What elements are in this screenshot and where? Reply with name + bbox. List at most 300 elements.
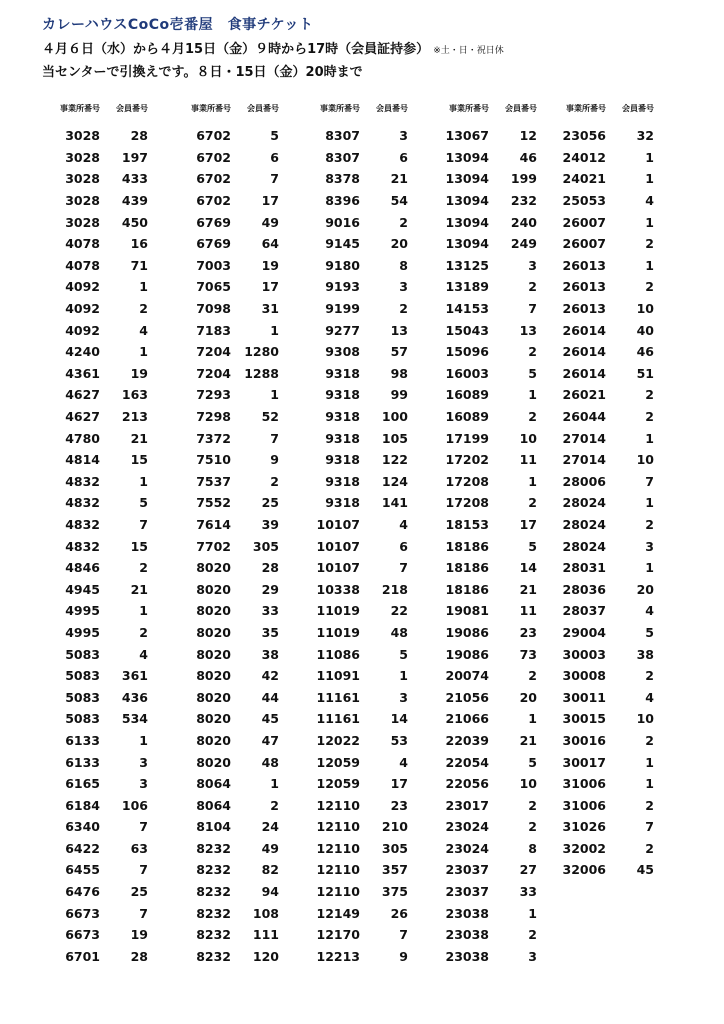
office-number: 32002 (562, 840, 606, 856)
office-number: 9318 (325, 495, 360, 511)
office-number: 16089 (445, 409, 489, 425)
table-row (290, 341, 408, 363)
member-number: 2 (139, 624, 148, 640)
table-row (30, 190, 148, 212)
table-row (536, 557, 654, 579)
table-row (161, 924, 279, 946)
member-number: 2 (270, 797, 279, 813)
office-number: 26013 (562, 279, 606, 295)
member-number: 94 (261, 884, 279, 900)
office-number: 24012 (562, 149, 606, 165)
office-number: 9193 (325, 279, 360, 295)
table-row (30, 255, 148, 277)
table-row (290, 147, 408, 169)
office-number: 6673 (65, 905, 100, 921)
office-number: 6673 (65, 927, 100, 943)
office-number: 9318 (325, 365, 360, 381)
member-number: 1 (270, 322, 279, 338)
member-number: 29 (261, 581, 279, 597)
table-row (419, 255, 537, 277)
table-row (30, 578, 148, 600)
office-number: 4627 (65, 409, 100, 425)
schedule-text: ４月６日（水）から４月15日（金）９時から17時（会員証持参） (42, 42, 430, 57)
table-row (161, 600, 279, 622)
office-number: 6476 (65, 884, 100, 900)
office-number: 8232 (196, 840, 231, 856)
office-number: 28037 (562, 603, 606, 619)
table-row (419, 427, 537, 449)
table-row (290, 168, 408, 190)
table-row (536, 600, 654, 622)
member-number: 19 (130, 927, 148, 943)
table-row (419, 190, 537, 212)
member-number: 17 (261, 279, 279, 295)
member-number: 7 (528, 301, 537, 317)
member-number: 45 (261, 711, 279, 727)
member-number: 23 (390, 797, 408, 813)
office-number: 28006 (562, 473, 606, 489)
table-row (290, 838, 408, 860)
table-row (290, 902, 408, 924)
table-row (290, 708, 408, 730)
office-number: 12110 (316, 862, 360, 878)
member-number: 3 (528, 257, 537, 273)
table-row (290, 622, 408, 644)
table-row (30, 730, 148, 752)
member-number: 49 (261, 840, 279, 856)
member-number: 38 (261, 646, 279, 662)
office-number: 23037 (445, 862, 489, 878)
table-row (290, 730, 408, 752)
schedule-line (42, 38, 504, 57)
table-row (30, 319, 148, 341)
member-number: 63 (130, 840, 148, 856)
table-row (290, 773, 408, 795)
member-number: 5 (139, 495, 148, 511)
office-number: 11019 (316, 624, 360, 640)
table-row (30, 233, 148, 255)
office-number: 4092 (65, 322, 100, 338)
table-row (419, 298, 537, 320)
member-number: 2 (645, 840, 654, 856)
office-number: 4078 (65, 236, 100, 252)
office-number: 8020 (196, 581, 231, 597)
table-row (161, 946, 279, 968)
member-number: 24 (261, 819, 279, 835)
member-number: 141 (381, 495, 408, 511)
office-number: 11161 (316, 711, 360, 727)
member-number: 5 (399, 646, 408, 662)
office-number: 10107 (316, 560, 360, 576)
table-row (161, 255, 279, 277)
table-row (30, 665, 148, 687)
office-number: 18186 (445, 538, 489, 554)
member-number: 21 (390, 171, 408, 187)
office-number: 8020 (196, 668, 231, 684)
office-number: 24021 (562, 171, 606, 187)
member-no-header: 会員番号 (116, 104, 148, 113)
office-number: 27014 (562, 430, 606, 446)
office-number: 30015 (562, 711, 606, 727)
table-row (419, 708, 537, 730)
office-number: 26013 (562, 301, 606, 317)
member-number: 9 (270, 452, 279, 468)
office-number: 23017 (445, 797, 489, 813)
office-number: 4092 (65, 279, 100, 295)
office-number: 18186 (445, 560, 489, 576)
member-number: 20 (390, 236, 408, 252)
member-number: 4 (645, 603, 654, 619)
table-row (161, 427, 279, 449)
table-row (30, 492, 148, 514)
member-number: 1280 (244, 344, 279, 360)
table-row (290, 276, 408, 298)
office-number: 8232 (196, 927, 231, 943)
member-number: 14 (519, 560, 537, 576)
table-row (30, 341, 148, 363)
office-number: 28036 (562, 581, 606, 597)
table-row (290, 578, 408, 600)
table-row (290, 298, 408, 320)
table-row (419, 341, 537, 363)
office-number: 13067 (445, 128, 489, 144)
office-number: 6340 (65, 819, 100, 835)
office-number: 28024 (562, 516, 606, 532)
office-number: 8020 (196, 732, 231, 748)
member-number: 28 (261, 560, 279, 576)
member-number: 51 (636, 365, 654, 381)
office-number: 4995 (65, 603, 100, 619)
member-number: 32 (636, 128, 654, 144)
table-row (30, 535, 148, 557)
office-number: 29004 (562, 624, 606, 640)
office-number: 7065 (196, 279, 231, 295)
table-row (536, 816, 654, 838)
member-number: 5 (645, 624, 654, 640)
member-number: 19 (130, 365, 148, 381)
table-row (30, 773, 148, 795)
table-row (161, 730, 279, 752)
member-number: 46 (519, 149, 537, 165)
member-number: 13 (390, 322, 408, 338)
office-number: 17199 (445, 430, 489, 446)
office-number: 8020 (196, 603, 231, 619)
member-number: 20 (519, 689, 537, 705)
member-number: 15 (130, 452, 148, 468)
member-number: 5 (270, 128, 279, 144)
office-number: 12022 (316, 732, 360, 748)
member-number: 12 (519, 128, 537, 144)
office-number: 16003 (445, 365, 489, 381)
member-number: 2 (399, 214, 408, 230)
member-number: 1 (139, 603, 148, 619)
office-number: 22054 (445, 754, 489, 770)
office-number: 8020 (196, 624, 231, 640)
table-row (536, 449, 654, 471)
member-no-header: 会員番号 (247, 104, 279, 113)
office-number: 12170 (316, 927, 360, 943)
member-number: 4 (645, 193, 654, 209)
table-row (419, 773, 537, 795)
office-number: 4945 (65, 581, 100, 597)
member-number: 10 (636, 301, 654, 317)
member-number: 21 (130, 430, 148, 446)
office-number: 17208 (445, 495, 489, 511)
table-row (161, 125, 279, 147)
member-number: 7 (399, 927, 408, 943)
table-row (419, 859, 537, 881)
member-number: 357 (381, 862, 408, 878)
office-number: 31026 (562, 819, 606, 835)
office-number: 6702 (196, 128, 231, 144)
member-number: 8 (399, 257, 408, 273)
table-row (419, 492, 537, 514)
office-number: 7552 (196, 495, 231, 511)
table-row (161, 751, 279, 773)
office-no-header: 事業所番号 (60, 104, 100, 113)
office-number: 4240 (65, 344, 100, 360)
office-number: 8020 (196, 711, 231, 727)
office-number: 13094 (445, 171, 489, 187)
member-number: 2 (528, 279, 537, 295)
table-row (536, 276, 654, 298)
table-row (290, 686, 408, 708)
office-number: 6133 (65, 732, 100, 748)
table-row (30, 406, 148, 428)
member-column-1 (30, 103, 148, 967)
table-row (290, 125, 408, 147)
table-row (536, 211, 654, 233)
office-number: 8020 (196, 754, 231, 770)
office-number: 3028 (65, 214, 100, 230)
member-number: 2 (528, 668, 537, 684)
office-no-header: 事業所番号 (191, 104, 231, 113)
table-row (536, 730, 654, 752)
column-header (536, 103, 654, 119)
table-row (161, 363, 279, 385)
office-number: 17202 (445, 452, 489, 468)
table-row (30, 427, 148, 449)
member-number: 7 (139, 819, 148, 835)
member-number: 45 (636, 862, 654, 878)
table-row (536, 427, 654, 449)
office-number: 12110 (316, 840, 360, 856)
table-row (30, 751, 148, 773)
member-number: 33 (261, 603, 279, 619)
table-row (161, 190, 279, 212)
office-number: 7098 (196, 301, 231, 317)
office-number: 19086 (445, 646, 489, 662)
table-row (161, 773, 279, 795)
member-number: 46 (636, 344, 654, 360)
office-number: 20074 (445, 668, 489, 684)
table-row (419, 557, 537, 579)
office-number: 9199 (325, 301, 360, 317)
office-number: 22056 (445, 776, 489, 792)
office-number: 9308 (325, 344, 360, 360)
member-number: 433 (121, 171, 148, 187)
member-number: 439 (121, 193, 148, 209)
member-column-5 (536, 103, 654, 881)
office-number: 30016 (562, 732, 606, 748)
member-number: 305 (381, 840, 408, 856)
member-number: 4 (645, 689, 654, 705)
office-number: 31006 (562, 776, 606, 792)
table-row (30, 902, 148, 924)
table-row (290, 384, 408, 406)
office-number: 19081 (445, 603, 489, 619)
member-number: 199 (510, 171, 537, 187)
member-number: 11 (519, 452, 537, 468)
member-number: 3 (399, 128, 408, 144)
office-number: 26014 (562, 344, 606, 360)
office-number: 6702 (196, 149, 231, 165)
office-number: 8020 (196, 646, 231, 662)
table-row (161, 319, 279, 341)
table-row (419, 276, 537, 298)
office-number: 26007 (562, 236, 606, 252)
office-number: 16089 (445, 387, 489, 403)
table-row (161, 211, 279, 233)
member-number: 108 (252, 905, 279, 921)
office-number: 8307 (325, 128, 360, 144)
office-number: 8232 (196, 884, 231, 900)
table-row (419, 125, 537, 147)
office-number: 28031 (562, 560, 606, 576)
office-number: 21056 (445, 689, 489, 705)
office-number: 5083 (65, 711, 100, 727)
table-row (419, 838, 537, 860)
table-row (536, 686, 654, 708)
table-row (30, 211, 148, 233)
office-number: 12149 (316, 905, 360, 921)
office-number: 18153 (445, 516, 489, 532)
member-number: 2 (645, 236, 654, 252)
member-number: 21 (519, 732, 537, 748)
column-header (161, 103, 279, 119)
table-row (290, 881, 408, 903)
member-number: 1 (645, 560, 654, 576)
member-number: 105 (381, 430, 408, 446)
table-row (161, 514, 279, 536)
column-rows (161, 125, 279, 967)
table-row (161, 384, 279, 406)
column-rows (536, 125, 654, 881)
table-row (161, 276, 279, 298)
member-number: 2 (645, 732, 654, 748)
office-number: 9318 (325, 387, 360, 403)
member-number: 19 (261, 257, 279, 273)
member-number: 2 (645, 668, 654, 684)
table-row (419, 147, 537, 169)
member-number: 2 (528, 409, 537, 425)
member-number: 17 (519, 516, 537, 532)
table-row (419, 449, 537, 471)
table-row (419, 384, 537, 406)
member-number: 3 (399, 689, 408, 705)
office-number: 7003 (196, 257, 231, 273)
member-number: 2 (528, 344, 537, 360)
office-number: 9318 (325, 452, 360, 468)
member-number: 124 (381, 473, 408, 489)
table-row (419, 168, 537, 190)
member-number: 40 (636, 322, 654, 338)
table-row (536, 708, 654, 730)
office-number: 5083 (65, 668, 100, 684)
table-row (419, 211, 537, 233)
column-header (290, 103, 408, 119)
office-number: 9145 (325, 236, 360, 252)
member-number: 3 (399, 279, 408, 295)
office-number: 26007 (562, 214, 606, 230)
office-number: 12059 (316, 776, 360, 792)
table-row (536, 514, 654, 536)
table-row (161, 881, 279, 903)
member-number: 71 (130, 257, 148, 273)
office-number: 3028 (65, 193, 100, 209)
office-no-header: 事業所番号 (449, 104, 489, 113)
member-number: 1288 (244, 365, 279, 381)
table-row (30, 384, 148, 406)
office-number: 10107 (316, 538, 360, 554)
office-number: 8020 (196, 689, 231, 705)
office-number: 7510 (196, 452, 231, 468)
member-number: 1 (270, 387, 279, 403)
member-number: 98 (390, 365, 408, 381)
member-number: 3 (528, 948, 537, 964)
office-number: 9016 (325, 214, 360, 230)
table-row (419, 751, 537, 773)
member-number: 49 (261, 214, 279, 230)
office-number: 8064 (196, 797, 231, 813)
member-number: 2 (528, 797, 537, 813)
table-row (290, 190, 408, 212)
office-number: 8232 (196, 905, 231, 921)
table-row (419, 535, 537, 557)
member-number: 11 (519, 603, 537, 619)
table-row (161, 535, 279, 557)
office-number: 6701 (65, 948, 100, 964)
table-row (161, 557, 279, 579)
office-number: 7702 (196, 538, 231, 554)
table-row (30, 686, 148, 708)
member-number: 5 (528, 754, 537, 770)
member-number: 44 (261, 689, 279, 705)
table-row (536, 622, 654, 644)
table-row (290, 665, 408, 687)
table-row (419, 794, 537, 816)
column-rows (290, 125, 408, 967)
office-number: 12110 (316, 884, 360, 900)
table-row (30, 363, 148, 385)
member-number: 106 (121, 797, 148, 813)
table-row (30, 298, 148, 320)
table-row (536, 363, 654, 385)
office-number: 9277 (325, 322, 360, 338)
member-number: 25 (261, 495, 279, 511)
table-row (161, 147, 279, 169)
office-number: 6769 (196, 214, 231, 230)
office-number: 6133 (65, 754, 100, 770)
member-number: 42 (261, 668, 279, 684)
table-row (290, 319, 408, 341)
office-number: 23024 (445, 819, 489, 835)
office-number: 12059 (316, 754, 360, 770)
office-number: 12110 (316, 819, 360, 835)
office-number: 18186 (445, 581, 489, 597)
office-number: 30017 (562, 754, 606, 770)
member-number: 73 (519, 646, 537, 662)
